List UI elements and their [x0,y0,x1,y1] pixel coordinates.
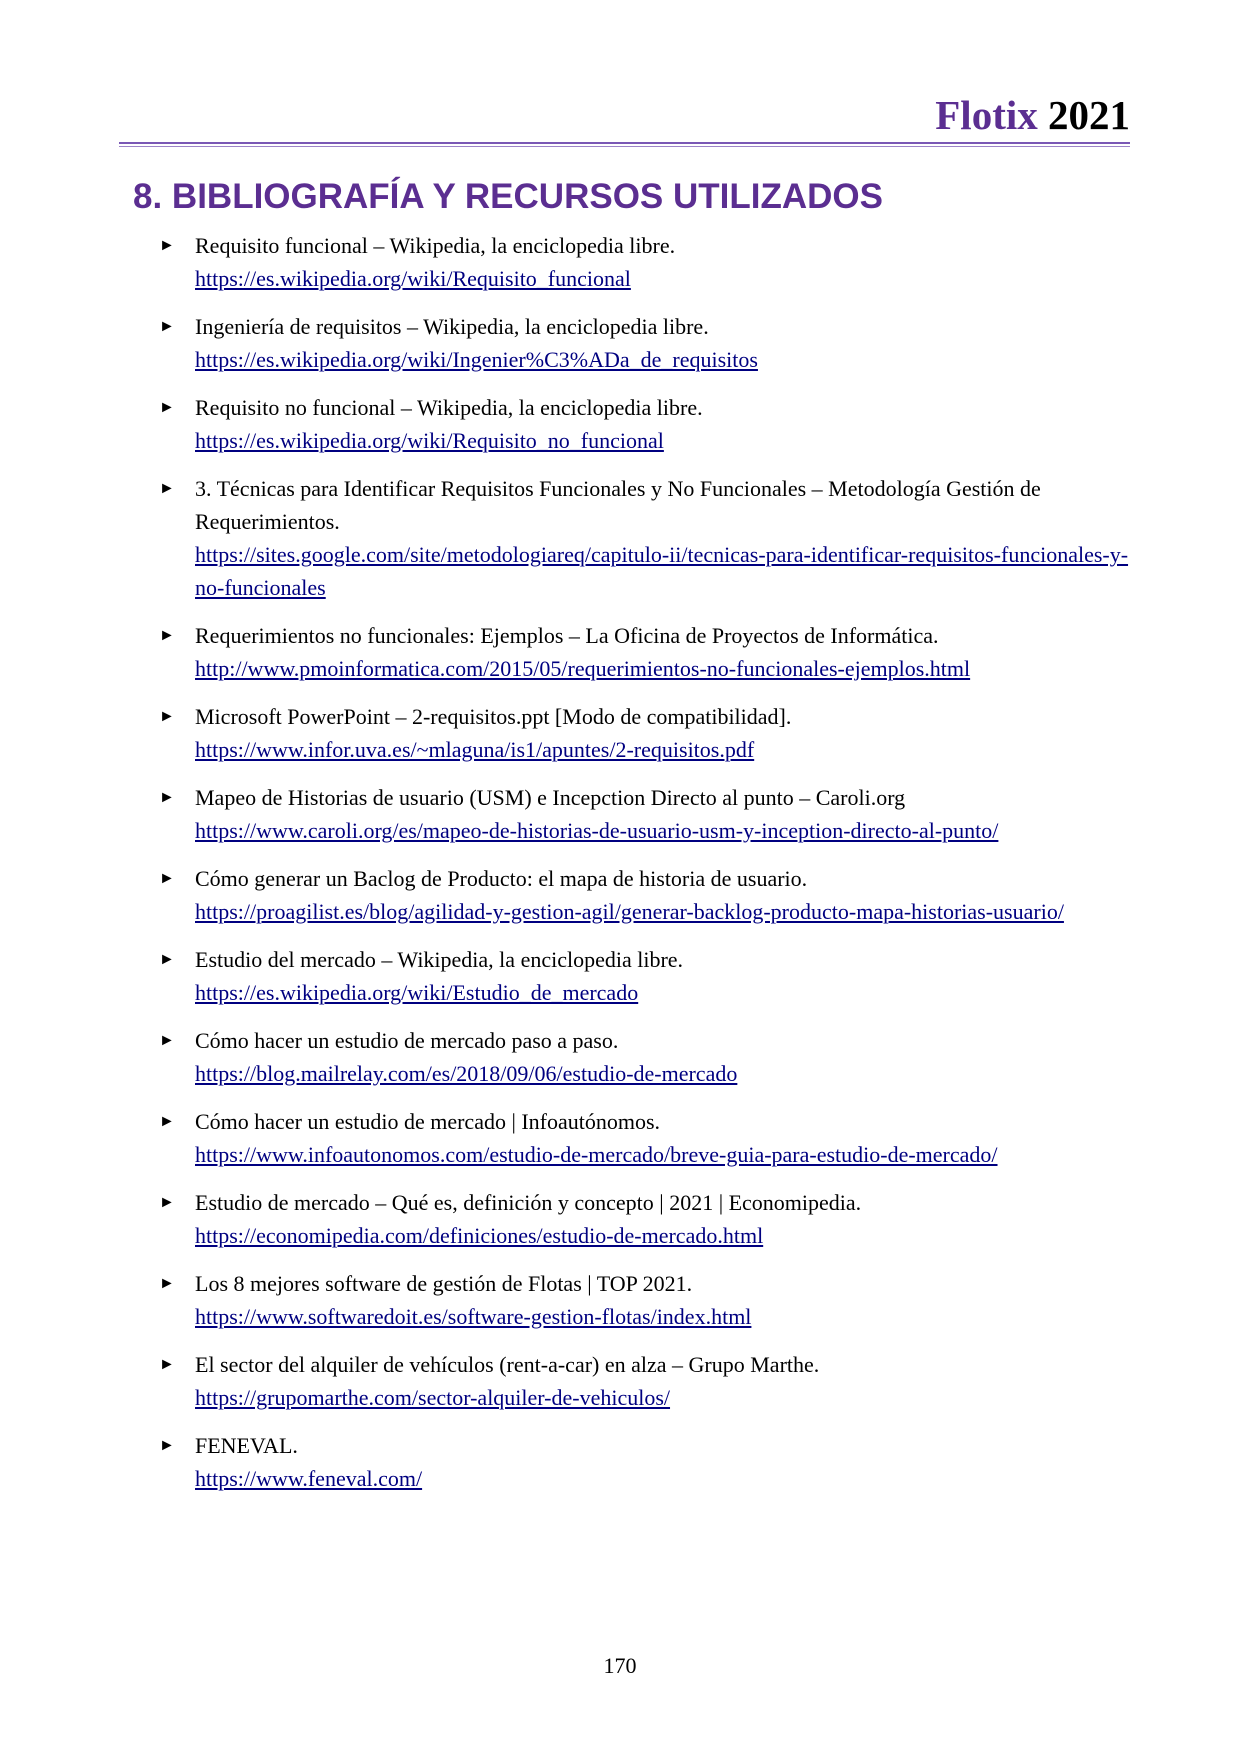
reference-link[interactable]: https://grupomarthe.com/sector-alquiler-de-vehiculos/ [195,1385,671,1410]
bullet-arrow-icon: ► [159,399,175,416]
reference-link[interactable]: https://blog.mailrelay.com/es/2018/09/06/estudio-de-mercado [195,1061,738,1086]
reference-item [157,862,1132,928]
reference-title: Cómo generar un Baclog de Producto: el mapa de historia de usuario. [195,866,808,891]
reference-title: Estudio del mercado – Wikipedia, la enciclopedia libre. [195,947,684,972]
page-number: 170 [603,1653,637,1678]
reference-title: Los 8 mejores software de gestión de Flotas | TOP 2021. [195,1271,693,1296]
reference-item [157,391,1132,457]
reference-link[interactable]: https://www.feneval.com/ [195,1466,423,1491]
header-year: 2021 [1048,92,1130,138]
bullet-arrow-icon: ► [159,1356,175,1373]
bullet-arrow-icon: ► [159,1275,175,1292]
bullet-arrow-icon: ► [159,789,175,806]
reference-title: 3. Técnicas para Identificar Requisitos Funcionales y No Funcionales – Metodología Gestión de Requerimientos. [195,476,1041,534]
header-rule [119,142,1130,144]
reference-item [157,1348,1132,1414]
reference-item [157,1267,1132,1333]
reference-link[interactable]: https://es.wikipedia.org/wiki/Estudio_de_mercado [195,980,639,1005]
reference-title: El sector del alquiler de vehículos (rent-a-car) en alza – Grupo Marthe. [195,1352,820,1377]
bullet-arrow-icon: ► [159,318,175,335]
reference-item [157,619,1132,685]
reference-title: Requisito no funcional – Wikipedia, la enciclopedia libre. [195,395,703,420]
reference-link[interactable]: https://www.softwaredoit.es/software-gestion-flotas/index.html [195,1304,752,1329]
reference-link[interactable]: https://es.wikipedia.org/wiki/Ingenier%C3%ADa_de_requisitos [195,347,758,372]
reference-item [157,943,1132,1009]
reference-link[interactable]: https://www.infoautonomos.com/estudio-de-mercado/breve-guia-para-estudio-de-mercado/ [195,1142,998,1167]
reference-title: Ingeniería de requisitos – Wikipedia, la enciclopedia libre. [195,314,709,339]
reference-link[interactable]: https://www.caroli.org/es/mapeo-de-historias-de-usuario-usm-y-inception-directo-al-punto/ [195,818,999,843]
reference-link[interactable]: https://sites.google.com/site/metodologiareq/capitulo-ii/tecnicas-para-identificar-requisitos-funcionales-y-no-funcionales [195,542,1129,600]
header-brand: Flotix [935,92,1038,138]
reference-link[interactable]: http://www.pmoinformatica.com/2015/05/requerimientos-no-funcionales-ejemplos.html [195,656,971,681]
bullet-arrow-icon: ► [159,1032,175,1049]
reference-item [157,229,1132,295]
header-rule-thin [119,146,1130,147]
bullet-arrow-icon: ► [159,951,175,968]
reference-title: Cómo hacer un estudio de mercado | Infoautónomos. [195,1109,661,1134]
reference-link[interactable]: https://es.wikipedia.org/wiki/Requisito_no_funcional [195,428,664,453]
bullet-arrow-icon: ► [159,627,175,644]
bullet-arrow-icon: ► [159,870,175,887]
reference-item [157,700,1132,766]
page-header [119,92,1130,138]
reference-item [157,1024,1132,1090]
reference-title: Mapeo de Historias de usuario (USM) e Incepction Directo al punto – Caroli.org [195,785,906,810]
reference-item [157,1429,1132,1495]
bullet-arrow-icon: ► [159,1194,175,1211]
reference-link[interactable]: https://proagilist.es/blog/agilidad-y-gestion-agil/generar-backlog-producto-mapa-historias-usuario/ [195,899,1064,924]
reference-item [157,1105,1132,1171]
reference-item [157,310,1132,376]
reference-link[interactable]: https://es.wikipedia.org/wiki/Requisito_funcional [195,266,631,291]
reference-title: FENEVAL. [195,1433,298,1458]
reference-item [157,1186,1132,1252]
reference-title: Estudio de mercado – Qué es, definición y concepto | 2021 | Economipedia. [195,1190,862,1215]
bullet-arrow-icon: ► [159,1437,175,1454]
reference-title: Cómo hacer un estudio de mercado paso a paso. [195,1028,619,1053]
reference-title: Requerimientos no funcionales: Ejemplos – La Oficina de Proyectos de Informática. [195,623,939,648]
bullet-arrow-icon: ► [159,1113,175,1130]
reference-item [157,472,1132,604]
reference-title: Requisito funcional – Wikipedia, la enciclopedia libre. [195,233,676,258]
section-title: 8. BIBLIOGRAFÍA Y RECURSOS UTILIZADOS [133,177,883,216]
reference-title: Microsoft PowerPoint – 2-requisitos.ppt [Modo de compatibilidad]. [195,704,792,729]
reference-link[interactable]: https://economipedia.com/definiciones/estudio-de-mercado.html [195,1223,764,1248]
bullet-arrow-icon: ► [159,237,175,254]
reference-list [157,229,1132,1510]
reference-item [157,781,1132,847]
bullet-arrow-icon: ► [159,708,175,725]
bullet-arrow-icon: ► [159,480,175,497]
reference-link[interactable]: https://www.infor.uva.es/~mlaguna/is1/apuntes/2-requisitos.pdf [195,737,755,762]
